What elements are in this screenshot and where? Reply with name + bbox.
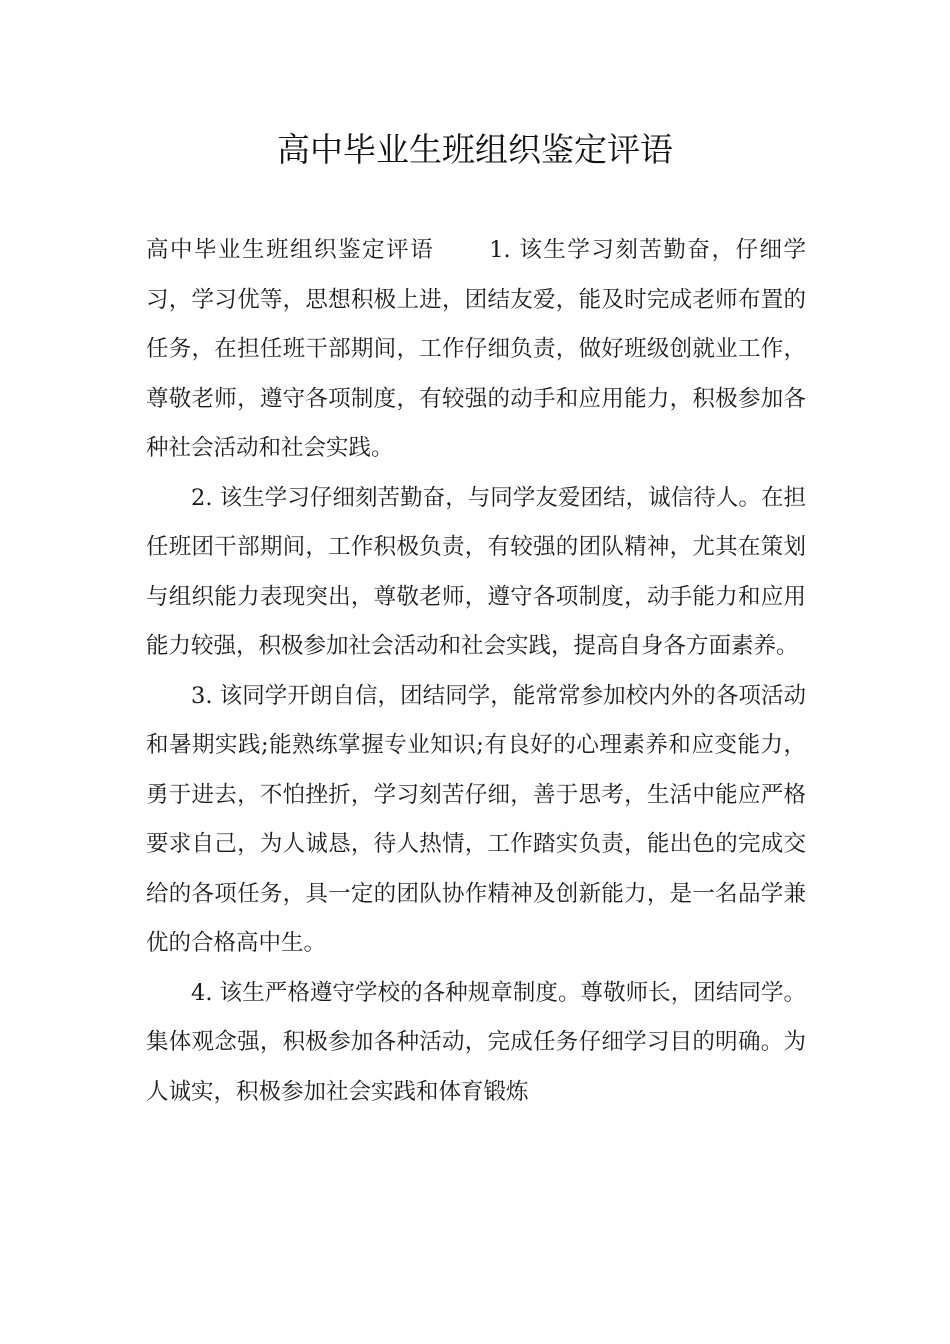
paragraph-1 [146, 226, 806, 474]
intro-heading: 高中毕业生班组织鉴定评语 [146, 237, 435, 263]
document-title: 高中毕业生班组织鉴定评语 [277, 130, 673, 169]
paragraph-1-text: 1. 该生学习刻苦勤奋，仔细学习，学习优等，思想积极上进，团结友爱，能及时完成老师布置的任务，在担任班干部期间，工作仔细负责，做好班级创就业工作，尊敬老师，遵守各项制度，有较强的动手和应用能力，积极参加各种社会活动和社会实践。 [146, 237, 806, 461]
paragraph-2: 2. 该生学习仔细刻苦勤奋，与同学友爱团结，诚信待人。在担任班团干部期间，工作积极负责，有较强的团队精神，尤其在策划与组织能力表现突出，尊敬老师，遵守各项制度，动手能力和应用能力较强，积极参加社会活动和社会实践，提高自身各方面素养。 [146, 484, 806, 659]
paragraph-3: 3. 该同学开朗自信，团结同学，能常常参加校内外的各项活动和暑期实践;能熟练掌握专业知识;有良好的心理素养和应变能力，勇于进去，不怕挫折，学习刻苦仔细，善于思考，生活中能应严格要求自己，为人诚恳，待人热情，工作踏实负责，能出色的完成交给的各项任务，具一定的团队协作精神及创新能力，是一名品学兼优的合格高中生。 [146, 682, 806, 956]
document-body [146, 226, 806, 1117]
paragraph-4: 4. 该生严格遵守学校的各种规章制度。尊敬师长，团结同学。集体观念强，积极参加各种活动，完成任务仔细学习目的明确。为人诚实，积极参加社会实践和体育锻炼 [146, 979, 806, 1105]
